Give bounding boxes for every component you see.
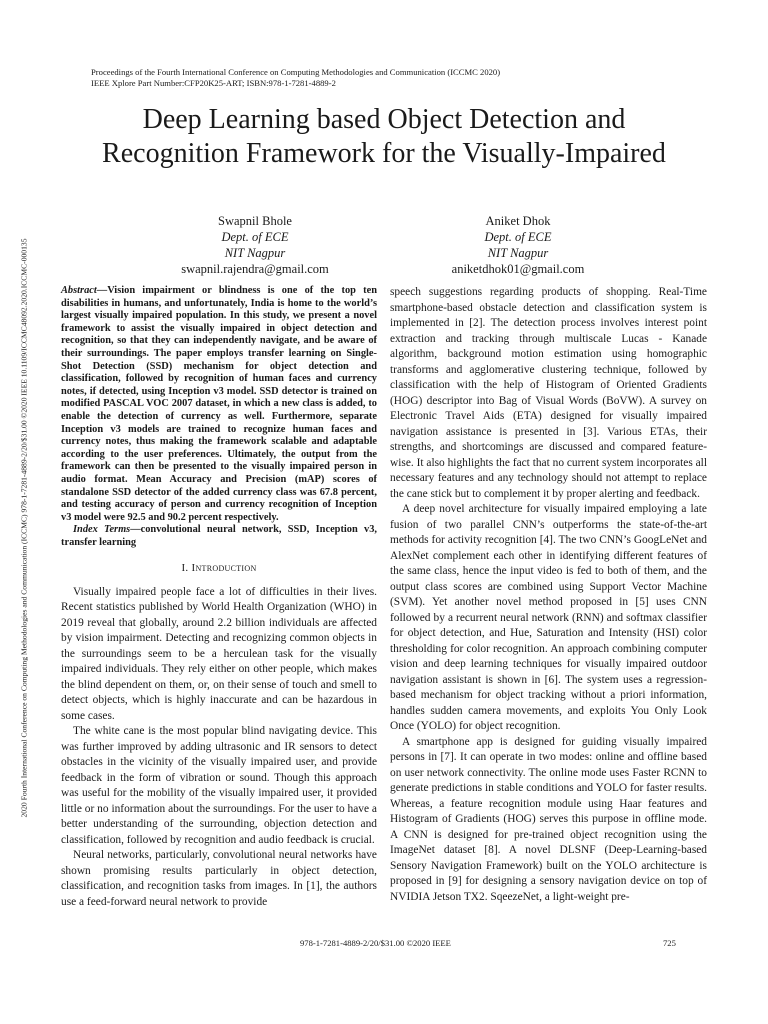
proceedings-header [91,67,500,89]
side-identifier [17,152,31,904]
page-number: 725 [663,938,676,948]
section-title: Introduction [191,562,257,575]
author-block-2 [418,213,618,277]
proceedings-line-1: Proceedings of the Fourth International Conference on Computing Methodologies and Communication (ICCMC 2020) [91,67,501,77]
section-heading [61,561,377,577]
intro-paragraph-1: Visually impaired people face a lot of difficulties in their lives. Recent statistics published by World Health Organization (WHO) in 2019 reveal that globally, around 2.2 billion individuals are affected by vision impairment. Detecting and recognizing common objects in the surroundings seem to be a herculean task for the visually impaired individuals. They rely either on other people, which makes the blind dependent on them, or, on their sense of touch and smell to detect objects, which is highly inaccurate and can be hazardous in some cases. [61,585,377,722]
author-institution: NIT Nagpur [224,246,286,260]
abstract-label: Abstract [61,285,97,296]
abstract [61,285,377,524]
author-name: Aniket Dhok [485,214,551,228]
left-column [61,285,377,910]
paper-title-line-1: Deep Learning based Object Detection and [142,104,626,135]
intro-paragraph-3: Neural networks, particularly, convolutional neural networks have shown promising results particularly in object detection, classification, and recognition tasks from images. In [1], the authors use a feed-forward neural network to provide [61,849,377,908]
body-paragraph-1: A deep novel architecture for visually impaired employing a late fusion of two parallel CNN’s outperforms the state-of-the-art methods for activity recognition [4]. The two CNN’s GoogLeNet and AlexNet complement each other in identifying different features of the same class, hence the input video is fed to both of them, and the output class scores are combined using Support Vector Machine (SVM). Yet another novel method proposed in [5] uses CNN followed by a recurrent neural network (RNN) and softmax classifier for object detection, and Hue, Saturation and Intensity (HSI) color thresholding for color recognition. An approach combining computer vision and deep learning techniques for visually impaired outdoor navigation assistant is shown in [6]. The system uses a regression-based mechanism for object tracking without a priori information, handles sudden camera movements, and exploits You Only Look Once (YOLO) for object recognition. [390,503,707,732]
author-institution: NIT Nagpur [487,246,549,260]
footer-copyright: 978-1-7281-4889-2/20/$31.00 ©2020 IEEE [300,938,451,948]
section-numeral: I. [181,562,189,575]
intro-paragraph-2: The white cane is the most popular blind navigating device. This was further improved by adding ultrasonic and IR sensors to detect obstacles in the vicinity of the visually impaired user, and provide feedback in the form of vibration or sound. Though this approach was useful for the mobility of the visually impaired user, it provided little or no information about the surroundings. For the user to have a better understanding of the surrounding, objection detection and classification, followed by recognition and audio feedback is crucial. [61,725,377,846]
proceedings-line-2: IEEE Xplore Part Number:CFP20K25-ART; ISBN:978-1-7281-4889-2 [91,78,336,88]
author-email: aniketdhok01@gmail.com [451,262,585,276]
author-email: swapnil.rajendra@gmail.com [181,262,329,276]
paper-title-line-2: Recognition Framework for the Visually-Impaired [102,138,666,169]
right-column [390,285,707,905]
author-dept: Dept. of ECE [484,230,552,244]
side-identifier-text: 2020 Fourth International Conference on Computing Methodologies and Communication (ICCMC) 978-1-7281-4889-2/20/$31.00 ©2020 IEEE 10.1109/ICCMC48092.2020.ICCMC-000135 [19,238,29,818]
body-paragraph-2: A smartphone app is designed for guiding visually impaired persons in [7]. It can operate in two modes: online and offline based on user network connectivity. The online mode uses Faster RCNN to generate predictions in stable conditions and YOLO for faster results. Whereas, a feature recognition module using Haar features and Histogram of Gradients (HOG) serves this purpose in offline mode. A CNN is designed for pre-trained object recognition using the ImageNet dataset [8]. A novel DLSNF (Deep-Learning-based Sensory Navigation Framework) built on the YOLO architecture is proposed in [9] for designing a sensory navigation device on top of NVIDIA Jetson TX2. SqeezeNet, a light-weight pre- [390,735,707,903]
abstract-text: —Vision impairment or blindness is one of the top ten disabilities in humans, and unfortunately, India is home to the world’s largest visually impaired population. In this study, we present a novel framework to assist the visually impaired in object detection and recognition, so that they can independently navigate, and be aware of their surroundings. The paper employs transfer learning on Single-Shot Detection (SSD) mechanism for object detection and classification, followed by recognition of human faces and currency notes, if detected, using Inception v3 model. SSD detector is trained on modified PASCAL VOC 2007 dataset, in which a new class is added, to enable the detection of currency as well. Furthermore, separate Inception v3 models are trained to recognize human faces and currency notes, thus making the framework scalable and adaptable according to the user preferences. Ultimately, the output from the framework can then be presented to the visually impaired person in audio format. Mean Accuracy and Precision (mAP) scores of standalone SSD detector of the added currency class was 67.8 percent, and testing accuracy of person and currency recognition of Inception v3 model were 92.5 and 90.2 percent respectively. [61,285,377,523]
continued-paragraph: speech suggestions regarding products of shopping. Real-Time smartphone-based obstacle detection and classification system is implemented in [2]. The detection process involves interest point extraction and tracking through multiscale Lucas - Kanade algorithm, background motion estimation using homographic transforms and agglomerative clustering technique, followed by classification with the help of Histogram of Oriented Gradients (HOG) descriptor into Bag of Visual Words (BoVW). A survey on Electronic Travel Aids (ETA) designed for visually impaired navigation assistance is presented in [3]. Various ETAs, their strengths, and shortcomings are discussed and compared feature-wise. It also highlights the fact that no current system incorporates all necessary features and any technology should not attempt to replace the cane stick but to complement it by proper alerting and feedback. [390,286,707,500]
author-block-1 [155,213,355,277]
index-terms [61,524,377,549]
index-terms-label: Index Terms [73,524,131,536]
paper-title [0,103,768,171]
index-terms-text: —convolutional neural network, SSD, Inception v3, transfer learning [61,524,377,548]
author-dept: Dept. of ECE [221,230,289,244]
author-name: Swapnil Bhole [218,214,292,228]
